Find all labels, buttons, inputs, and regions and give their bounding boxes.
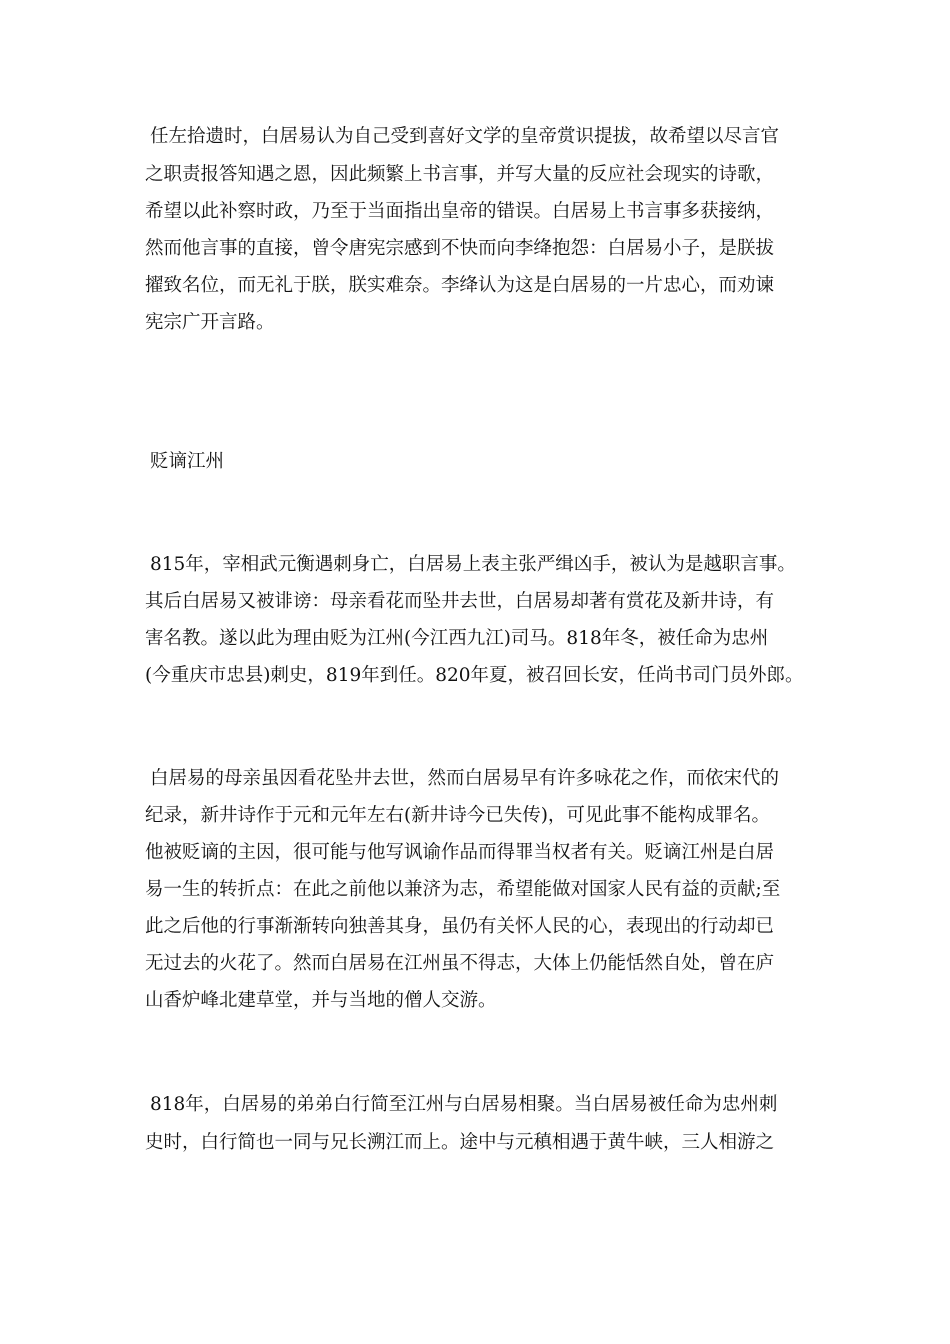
text-line: 其后白居易又被诽谤：母亲看花而坠井去世，白居易却著有赏花及新井诗，有	[145, 591, 775, 612]
text-line: 任左拾遗时，白居易认为自己受到喜好文学的皇帝赏识提拔，故希望以尽言官	[150, 126, 780, 147]
text-line: 之职责报答知遇之恩，因此频繁上书言事，并写大量的反应社会现实的诗歌，	[145, 164, 775, 185]
text-line: 白居易的母亲虽因看花坠井去世，然而白居易早有许多咏花之作，而依宋代的	[150, 768, 780, 789]
text-line: 此之后他的行事渐渐转向独善其身，虽仍有关怀人民的心，表现出的行动却已	[145, 916, 775, 937]
text-line: 然而他言事的直接，曾令唐宪宗感到不快而向李绛抱怨：白居易小子，是朕拔	[145, 238, 775, 259]
text-line: 易一生的转折点：在此之前他以兼济为志，希望能做对国家人民有益的贡献;至	[145, 879, 781, 900]
text-line: 宪宗广开言路。	[145, 312, 275, 333]
text-line: 害名教。遂以此为理由贬为江州(今江西九江)司马。818年冬，被任命为忠州	[145, 628, 769, 649]
text-line: (今重庆市忠县)刺史，819年到任。820年夏，被召回长安，任尚书司门员外郎。	[145, 665, 804, 686]
text-line: 无过去的火花了。然而白居易在江州虽不得志，大体上仍能恬然自处，曾在庐	[145, 953, 775, 974]
section-heading: 贬谪江州	[150, 451, 225, 472]
text-line: 815年，宰相武元衡遇刺身亡，白居易上表主张严缉凶手，被认为是越职言事。	[150, 554, 796, 575]
text-line: 希望以此补察时政，乃至于当面指出皇帝的错误。白居易上书言事多获接纳，	[145, 201, 775, 222]
text-line: 纪录，新井诗作于元和元年左右(新井诗今已失传)，可见此事不能构成罪名。	[145, 805, 770, 826]
text-line: 818年，白居易的弟弟白行简至江州与白居易相聚。当白居易被任命为忠州刺	[150, 1094, 778, 1115]
text-line: 他被贬谪的主因，很可能与他写讽谕作品而得罪当权者有关。贬谪江州是白居	[145, 842, 775, 863]
text-line: 擢致名位，而无礼于朕，朕实难奈。李绛认为这是白居易的一片忠心，而劝谏	[145, 275, 775, 296]
text-line: 山香炉峰北建草堂，并与当地的僧人交游。	[145, 990, 497, 1011]
text-line: 史时，白行简也一同与兄长溯江而上。途中与元稹相遇于黄牛峡，三人相游之	[145, 1132, 775, 1153]
